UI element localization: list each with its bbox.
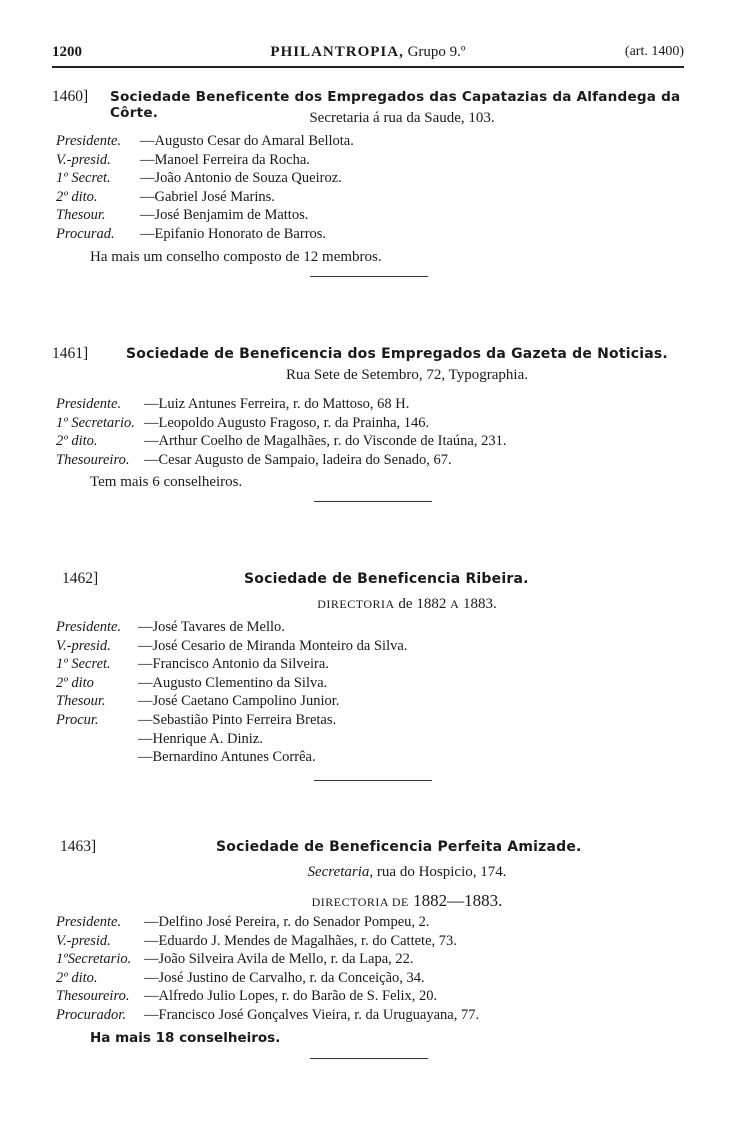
officer-name: —João Silveira Avila de Mello, r. da Lapa, 22. bbox=[144, 951, 414, 968]
officer-row bbox=[52, 951, 692, 970]
directoria-years-end: 1883. bbox=[459, 596, 497, 612]
officer-row bbox=[52, 1007, 692, 1026]
officer-role: Presidente. bbox=[56, 133, 122, 149]
officer-row bbox=[52, 970, 692, 989]
officer-name: —Alfredo Julio Lopes, r. do Barão de S. Felix, 20. bbox=[144, 988, 438, 1005]
officer-row bbox=[52, 433, 692, 452]
section-separator bbox=[314, 501, 432, 502]
entry-title: Sociedade Beneficente dos Empregados das Capatazias da Alfandega da Côrte. bbox=[110, 89, 681, 121]
officer-role: V.-presid. bbox=[56, 637, 111, 654]
running-title-main: PHILANTROPIA, bbox=[270, 44, 404, 60]
officer-list bbox=[52, 619, 692, 768]
officer-row bbox=[52, 170, 692, 189]
officer-name: —Sebastião Pinto Ferreira Bretas. bbox=[138, 711, 337, 728]
directoria-label: DIRECTORIA DE bbox=[311, 895, 409, 909]
officer-name: —Gabriel José Marins. bbox=[140, 188, 275, 205]
officer-name: —João Antonio de Souza Queiroz. bbox=[140, 170, 342, 187]
entry-heading bbox=[52, 345, 692, 367]
directoria-connector: A bbox=[450, 597, 460, 611]
officer-list bbox=[52, 914, 692, 1026]
entry-subtitle bbox=[52, 864, 692, 885]
officer-list bbox=[52, 396, 692, 470]
officer-row bbox=[52, 189, 692, 208]
officer-role: Presidente. bbox=[56, 396, 122, 412]
officer-name: —José Cesario de Miranda Monteiro da Silva. bbox=[138, 637, 408, 654]
officer-role: Presidente. bbox=[56, 619, 122, 635]
entry-number: 1461] bbox=[52, 345, 89, 362]
officer-row bbox=[52, 226, 692, 245]
entry-subtitle bbox=[52, 596, 692, 617]
officer-role: V.-presid. bbox=[56, 932, 111, 949]
entry-1463 bbox=[52, 838, 692, 1059]
entry-title: Sociedade de Beneficencia dos Empregados da Gazeta de Noticias. bbox=[126, 346, 668, 362]
secretaria-address: rua do Hospicio, 174. bbox=[373, 864, 507, 880]
officer-role: Procur. bbox=[56, 711, 99, 728]
entry-1462 bbox=[52, 570, 692, 781]
officer-name: —Cesar Augusto de Sampaio, ladeira do Senado, 67. bbox=[144, 451, 452, 468]
officer-name: —Henrique A. Diniz. bbox=[138, 730, 263, 747]
officer-name: —Leopoldo Augusto Fragoso, r. da Prainha, 146. bbox=[144, 414, 430, 431]
officer-row bbox=[52, 133, 692, 152]
officer-name: —Luiz Antunes Ferreira, r. do Mattoso, 68 H. bbox=[144, 396, 410, 412]
officer-name: —Manoel Ferreira da Rocha. bbox=[140, 151, 310, 168]
entry-title: Sociedade de Beneficencia Perfeita Amizade. bbox=[216, 839, 582, 855]
section-separator bbox=[314, 780, 432, 781]
officer-name: —Delfino José Pereira, r. do Senador Pompeu, 2. bbox=[144, 914, 430, 930]
officer-name: —Augusto Clementino da Silva. bbox=[138, 674, 328, 691]
running-title bbox=[52, 44, 684, 61]
directoria-label: DIRECTORIA bbox=[317, 597, 395, 611]
officer-row bbox=[52, 988, 692, 1007]
officer-row bbox=[52, 452, 692, 471]
entry-heading bbox=[52, 838, 692, 860]
officer-name: —José Benjamim de Mattos. bbox=[140, 207, 309, 224]
officer-row bbox=[52, 207, 692, 226]
section-separator bbox=[310, 1058, 428, 1059]
officer-role: 2º dito bbox=[56, 674, 94, 691]
officer-role: 1ºSecretario. bbox=[56, 951, 132, 968]
officer-row bbox=[52, 638, 692, 657]
entry-directoria bbox=[52, 891, 692, 912]
directoria-years: 1882—1883. bbox=[408, 891, 503, 910]
officer-row bbox=[52, 914, 692, 933]
section-separator bbox=[310, 276, 428, 277]
officer-row bbox=[52, 396, 692, 415]
officer-role: Procurad. bbox=[56, 225, 115, 242]
officer-role: 1º Secret. bbox=[56, 170, 111, 187]
officer-row bbox=[52, 749, 692, 768]
officer-name: —José Tavares de Mello. bbox=[138, 619, 285, 635]
entry-subtitle: Secretaria á rua da Saude, 103. bbox=[309, 110, 495, 126]
page-number: 1200 bbox=[52, 44, 82, 60]
running-title-group: Grupo 9.º bbox=[407, 44, 466, 60]
header-rule bbox=[52, 66, 684, 68]
officer-name: —José Caetano Campolino Junior. bbox=[138, 693, 340, 710]
officer-name: —Francisco José Gonçalves Vieira, r. da Uruguayana, 77. bbox=[144, 1006, 480, 1023]
article-ref: (art. 1400) bbox=[624, 44, 684, 59]
officer-name: —Arthur Coelho de Magalhães, r. do Visconde de Itaúna, 231. bbox=[144, 433, 507, 450]
officer-row bbox=[52, 693, 692, 712]
officer-name: —Augusto Cesar do Amaral Bellota. bbox=[140, 133, 354, 149]
officer-role: 2º dito. bbox=[56, 433, 98, 450]
officer-list bbox=[52, 133, 692, 245]
entry-number: 1460] bbox=[52, 88, 89, 105]
entry-title: Sociedade de Beneficencia Ribeira. bbox=[244, 571, 529, 587]
officer-name: —Eduardo J. Mendes de Magalhães, r. do Cattete, 73. bbox=[144, 932, 457, 949]
entry-subtitle: Rua Sete de Setembro, 72, Typographia. bbox=[286, 367, 528, 383]
officer-role: Thesoureiro. bbox=[56, 451, 130, 468]
entry-number: 1462] bbox=[62, 570, 99, 587]
officer-role: 2º dito. bbox=[56, 188, 98, 205]
officer-role: 2º dito. bbox=[56, 969, 98, 986]
officer-row bbox=[52, 675, 692, 694]
entry-1461 bbox=[52, 345, 692, 502]
officer-role: V.-presid. bbox=[56, 151, 111, 168]
officer-row bbox=[52, 933, 692, 952]
officer-role: Thesoureiro. bbox=[56, 988, 130, 1005]
entry-note: Tem mais 6 conselheiros. bbox=[90, 474, 243, 491]
directoria-years-start: de 1882 bbox=[394, 596, 451, 612]
entry-1460 bbox=[52, 88, 692, 277]
officer-role: Procurador. bbox=[56, 1006, 126, 1023]
officer-row bbox=[52, 712, 692, 731]
officer-row bbox=[52, 415, 692, 434]
officer-row bbox=[52, 619, 692, 638]
officer-name: —Francisco Antonio da Silveira. bbox=[138, 656, 329, 673]
officer-role: 1º Secretario. bbox=[56, 414, 135, 431]
page-header bbox=[52, 44, 684, 66]
officer-role: Thesour. bbox=[56, 693, 106, 710]
officer-name: —Epifanio Honorato de Barros. bbox=[140, 225, 327, 242]
entry-heading bbox=[52, 570, 692, 592]
officer-name: —José Justino de Carvalho, r. da Conceição, 34. bbox=[144, 969, 425, 986]
entry-note: Ha mais 18 conselheiros. bbox=[90, 1029, 281, 1046]
officer-role: 1º Secret. bbox=[56, 656, 111, 673]
secretaria-label: Secretaria, bbox=[307, 864, 374, 880]
entry-number: 1463] bbox=[60, 838, 97, 855]
officer-role: Thesour. bbox=[56, 207, 106, 224]
officer-row bbox=[52, 152, 692, 171]
officer-role: Presidente. bbox=[56, 914, 122, 930]
entry-note: Ha mais um conselho composto de 12 membros. bbox=[90, 248, 382, 265]
officer-name: —Bernardino Antunes Corrêa. bbox=[138, 749, 316, 766]
officer-row bbox=[52, 656, 692, 675]
officer-row bbox=[52, 731, 692, 750]
